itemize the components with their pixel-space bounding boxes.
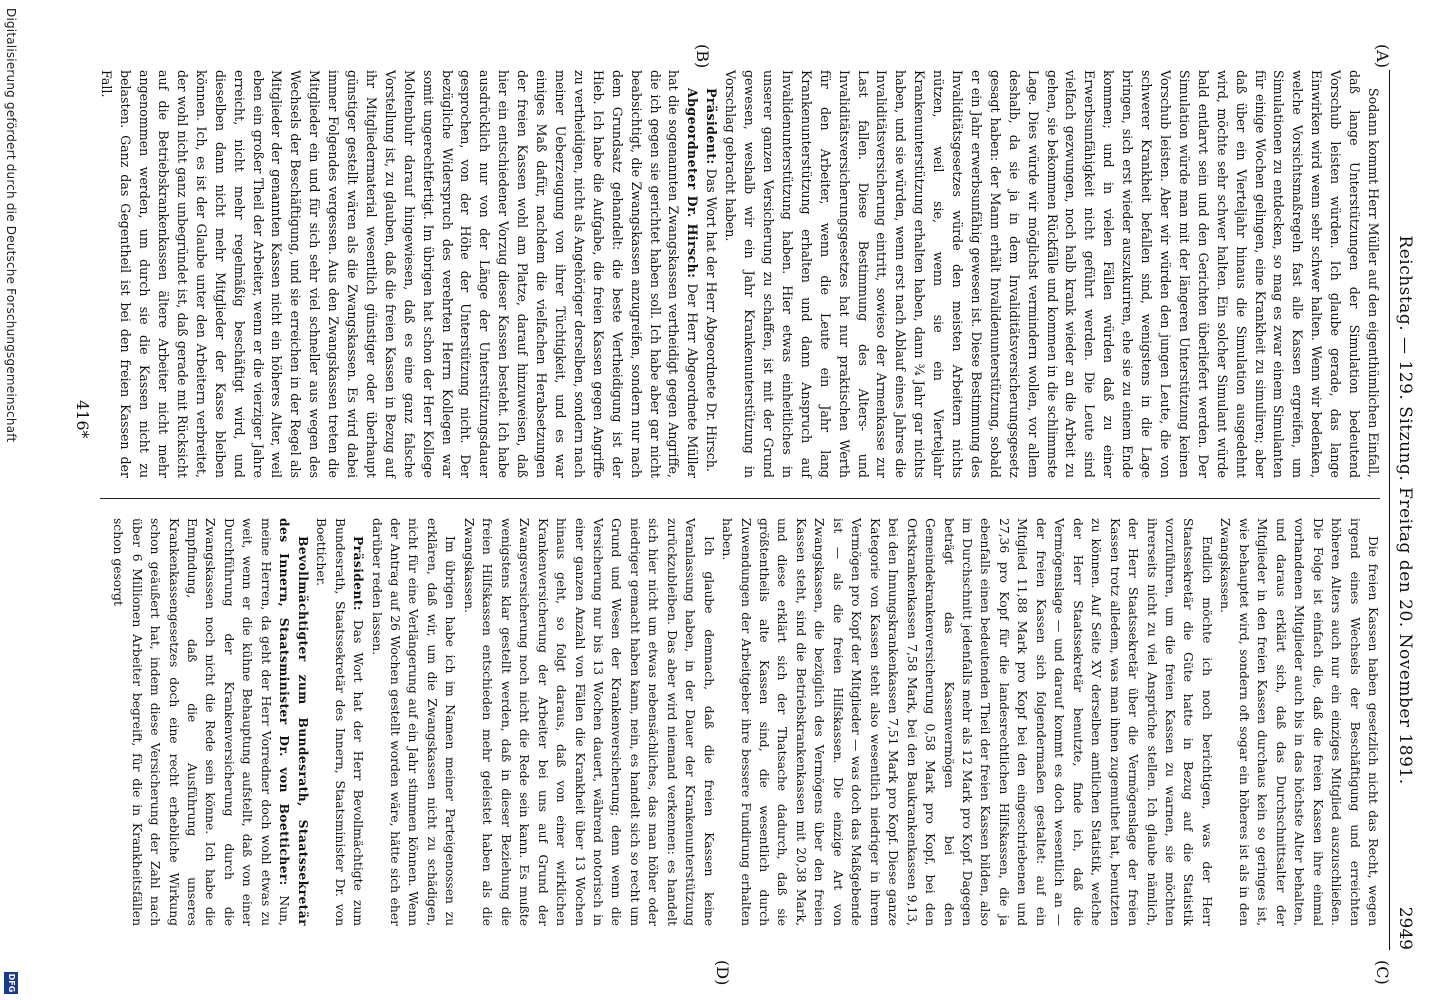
page-number: 2949 [1395, 906, 1415, 950]
paragraph-text: Der Herr Abgeordnete Müller hat die sogenannten Zwangskassen vertheidigt gegen Angriffe, die ich gegen sie gerichtet haben soll. Ich habe aber gar nicht beabsichtigt, die Zwangskassen anzugreifen, sondern nur nach dem Grundsatz gehandelt: die beste Vertheidigung ist der Hieb. Ich habe die Aufgabe, die freien Kassen gegen Angriffe zu vertheidigen, nicht als Angehöriger derselben, sondern nach meiner Ueberzeugung von ihrer Tüchtigkeit, und es war einiges Maß dafür, nachdem die vielfachen Herabsetzungen der freien Kassen wohl am Platze, darauf hinzuweisen, daß hier ein entschiedener Vorzug dieser Kassen besteht. Ich habe ausdrücklich nur von der Länge der Unterstützungsdauer gesprochen, von der Höhe der Unterstützung nicht. Der bezügliche Widerspruch des verehrten Herrn Kollegen war somit ungerechtfertigt. Im übrigen hat schon der Herr Kollege Moltenbuhr darauf hingewiesen, daß es eine ganz falsche Vorstellung ist, zu glauben, daß die freien Kassen in Bezug auf ihr Mitgliedermaterial wesentlich günstiger oder überhaupt günstiger gestellt wären als die Zwangskassen. Es wird dabei immer Folgendes vergessen. Aus den Zwangskassen treten die Mitglieder ein und für sich sehr viel schneller aus wegen des Wechsels der Beschäftigung, und sie erreichen in der Regel als Mitglieder der genannten Kassen nicht ein höheres Alter, weil eben ein großer Theil der Arbeiter, wenn er die vierziger Jahre erreicht, nicht mehr regelmäßig beschäftigt wird, und dieselben dann nicht mehr Mitglieder der Kasse bleiben können. Ich, es ist der Glaube unter den Arbeitern verbreitet, der wohl nicht ganz unbegründet ist, daß gerade mit Rücksicht auf die Betriebskrankenkassen ältere Arbeiter nicht mehr angenommen werden, um durch sie die Kassen nicht zu belasten. Ganz das Gegentheil ist bei den freien Kassen der Fall. [99, 70, 701, 478]
speaker-label: Bevollmächtigter zum Bundesrath, Staatssekretär des Innern, Staatsminister Dr. von Boetticher: [277, 518, 311, 926]
page-header [1389, 70, 1420, 950]
digitization-footer [0, 0, 20, 1000]
paragraph [701, 70, 720, 478]
funding-note: Digitalisierung gefördert durch die Deutsche Forschungsgemeinschaft [4, 8, 18, 443]
margin-mark-b: (B) [693, 44, 712, 69]
paragraph: Die freien Kassen haben gesetzlich nicht das Recht, wegen irgend eines Wechsels der Beschäftigung und erreichten höheren Alters auch nur ein einziges Mitglied auszuschließen. Die Folge ist einfach die, daß die freien Kassen ihre einmal vorhandenen Mitglieder auch bis in das höchste Alter behalten, und daraus erklärt sich, daß das Durchschnittsalter der Mitglieder in den freien Kassen durchaus kein so geringes ist, wie behauptet wird, sondern oft sogar ein höheres ist als in den Zwangskassen. [1218, 518, 1380, 926]
paragraph-text: Das Wort hat der Herr Abgeordnete Dr. Hirsch. [704, 164, 720, 472]
paragraph [109, 518, 312, 926]
paragraph [96, 70, 701, 478]
speaker-label: Präsident: [351, 536, 367, 611]
left-column [96, 70, 1382, 478]
paragraph: Im übrigen habe ich im Namen meiner Parteigenossen zu erklären, daß wir, um die Zwangskassen nicht zu schädigen, nicht für eine Verlängerung auf ein Jahr stimmen können. Wenn der Antrag auf 26 Wochen gestellt worden wäre, hätte sich eher darüber reden lassen. [369, 518, 458, 926]
right-column [109, 518, 1382, 926]
margin-mark-a: (A) [1373, 44, 1392, 69]
dfg-logo: DFG [4, 972, 18, 994]
margin-mark-c: (C) [1373, 960, 1392, 985]
column-divider [100, 498, 1380, 499]
paragraph: Endlich möchte ich noch berichtigen, was der Herr Staatssekretär die Güte hatte in Bezug auf die Statistik vorzuführen, um die freien Kassen zu warnen, sie möchten ihrerseits nicht zu viel Ansprüche stellen. Ich glaube nämlich, der Herr Staatssekretär über die Vermögenslage der freien Kassen trotz alledem, was man ihnen zugemuthet hat, benutzten zu können. Auf Seite XV derselben amtlichen Statistik, welche der Herr Staatssekretär benutzte, finde ich, daß die Vermögenslage — und darauf kommt es doch wesentlich an — der freien Kassen sich folgendermaßen gestaltet: auf ein Mitglied 11,88 Mark pro Kopf bei den eingeschriebenen und 27,36 pro Kopf für die landesrechtlichen Hilfskassen, die ja ebenfalls einen bedeutenden Theil der freien Kassen bilden, also im Durchschnitt jedenfalls mehr als 12 Mark pro Kopf. Dagegen beträgt das Kassenvermögen bei den Gemeindekrankenversicherung 0,58 Mark pro Kopf, bei den Ortskrankenkassen 7,58 Mark, bei den Baukrankenkassen 9,13, bei den Innungskrankenkassen 7,51 Mark pro Kopf. Diese ganze Kategorie von Kassen steht also wesentlich niedriger in ihrem Vermögen pro Kopf der Mitglieder — was doch das Maßgebende ist — als die freien Hilfskassen. Die einzige Art von Zwangskassen, die bezüglich des Vermögens über den freien Kassen steht, sind die Betriebskrankenkassen mit 20,38 Mark, und diese erklärt sich der Thatsache dadurch, daß sie größtentheils alte Kassen sind, die wesentlich durch Zuwendungen der Arbeitgeber ihre bessere Fundirung erhalten haben. [720, 518, 1214, 926]
margin-mark-d: (D) [713, 960, 732, 986]
paragraph-text: Das Wort hat der Herr Bevollmächtigte zum Bundesrath, Staatssekretär des Innern, Staatsminister Dr. von Boetticher. [314, 518, 366, 926]
paragraph-text: Nun, meine Herren, da geht der Herr Vorredner doch wohl etwas zu weit, wenn er die kühne Behauptung aufstellt, daß von einer Durchführung der Krankenversicherung durch die Zwangskassen noch nicht die Rede sein könne. Ich habe die Empfindung, daß die Ausführung unseres Krankenkassengesetzes doch eine recht erhebliche Wirkung schon geäußert hat, indem diese Versicherung der Zahl nach über 6 Millionen Arbeiter begreift, für die in Krankheitsfällen schon gesorgt [111, 518, 292, 926]
speaker-label: Abgeordneter Dr. Hirsch: [685, 88, 701, 279]
paragraph [312, 518, 367, 926]
paragraph: Ich glaube demnach, daß die freien Kassen keine Veranlassung haben, in der Dauer der Krankenunterstützung zurückzubleiben. Das aber wird niemand verkennen: es handelt sich hier nicht um etwas nebensächliches, das man höher oder niedriger gemacht haben kann, nein, es handelt sich so recht um Grund und Wesen der Krankenversicherung; denn wenn die Versicherung nur bis 13 Wochen dauert, während notorisch in einer ganzen Anzahl von Fällen die Krankheit über 13 Wochen hinaus geht, so folgt daraus, daß von einer wirklichen Krankenversicherung der Arbeiter bei uns auf Grund der Zwangsversicherung noch nicht die Rede sein kann. Es mußte wenigstens klar gestellt werden, daß in dieser Beziehung die freien Hilfskassen entschieden mehr geleistet haben als die Zwangskassen. [461, 518, 716, 926]
signature-mark: 416* [73, 400, 92, 439]
running-title: Reichstag. — 129. Sitzung. Freitag den 20. November 1891. [1395, 235, 1415, 785]
paragraph: Sodann kommt Herr Müller auf den eigenthümlichen Einfall, daß lange Unterstützungen der Simulation bedeutend Vorschub leisten würden. Ich glaube gerade, das lange Einwirken wird wenn sehr schwer halten. Wenn wir bedenken, welche Vorsichtsmaßregeln fast alle Kassen ergreifen, um Simulationen zu entdecken, so mag es zwar einem Simulanten für einige Wochen gelingen, eine Krankheit zu simuliren; aber daß über ein Vierteljahr hinaus die Simulation ausgedehnt wird, möchte sehr schwer halten. Ein solcher Simulant würde bald entlarvt sein und den Gerichten überliefert werden. Der Simulation würde man mit der längeren Unterstützung keinen Vorschub leisten. Aber wir würden den jungen Leute, die von schwerer Krankheit befallen sind, wenigstens in die Lage bringen, sich erst wieder auszukuriren, ehe sie zu einem Ende kommen; und in vielen Fällen würden daß zu einer Erwerbsunfähigkeit nicht geführt werden. Die Leute sind vielfach gezwungen, noch halb krank wieder an die Arbeit zu gehen, sie bekommen Rückfälle und kommen in die schlimmste Lage. Dies würde wir möglichst vermindern wollen, vor allem deshalb, da sie ja in dem Invaliditätsversicherungsgesetz gesagt haben: der Mann erhält Invalidenunterstützung, sobald er ein Jahr erwerbsunfähig gewesen ist. Diese Bestimmung des Invaliditätsgesetzes würde den meisten Arbeitern nichts nützen, weil sie, wenn sie ein Vierteljahr Krankenunterstützung erhalten haben, dann ¾ Jahr gar nichts haben, und sie würden, wenn erst nach Ablauf eines Jahres die Invaliditätsversicherung eintritt, sowieso der Armenkasse zur Last fallen. Diese Bestimmung des Alters- und Invaliditätsversicherungsgesetzes hat nur praktischen Werth für den Arbeiter, wenn die Leute ein Jahr lang Krankenunterstützung erhalten und dann Anspruch auf Invalidenunterstützung haben. Hier etwas einheitliches in unserer ganzen Versicherung zu schaffen, ist mit der Grund gewesen, weshalb wir ein Jahr Krankenunterstützung in Vorschlag gebracht haben. [723, 70, 1381, 478]
speaker-label: Präsident: [704, 88, 720, 165]
